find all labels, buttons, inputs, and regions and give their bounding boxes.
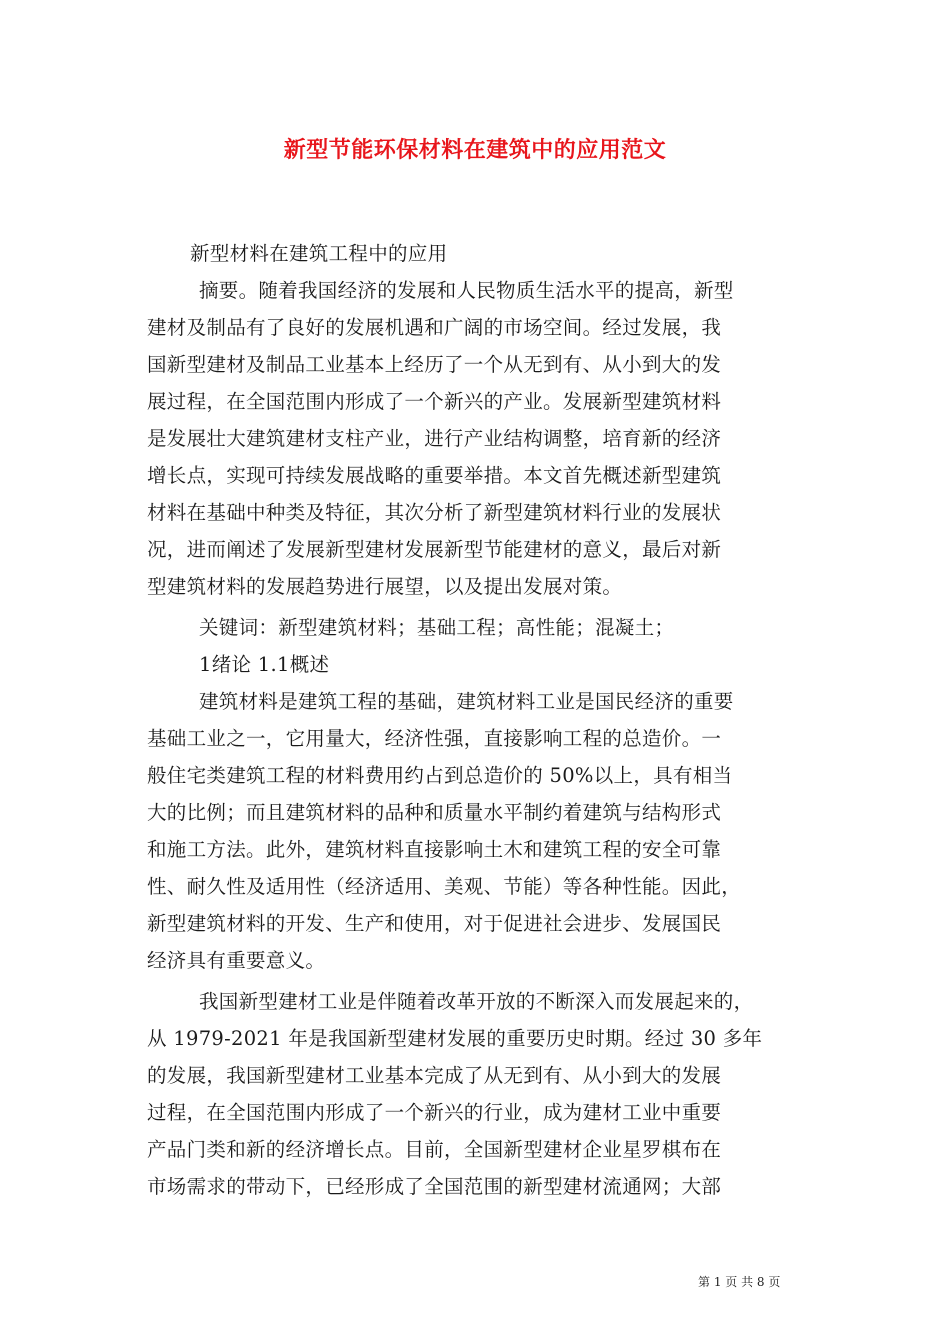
abstract-line: 材料在基础中种类及特征，其次分析了新型建筑材料行业的发展状 (147, 501, 722, 524)
subtitle-line: 新型材料在建筑工程中的应用 (190, 242, 448, 265)
abstract-line: 展过程，在全国范围内形成了一个新兴的产业。发展新型建筑材料 (147, 390, 722, 413)
abstract-line: 况，进而阐述了发展新型建材发展新型节能建材的意义，最后对新 (147, 538, 722, 561)
body-line: 产品门类和新的经济增长点。目前，全国新型建材企业星罗棋布在 (147, 1138, 722, 1161)
body-line: 性、耐久性及适用性（经济适用、美观、节能）等各种性能。因此， (147, 875, 742, 898)
body-line: 大的比例；而且建筑材料的品种和质量水平制约着建筑与结构形式 (147, 801, 722, 824)
abstract-line: 国新型建材及制品工业基本上经历了一个从无到有、从小到大的发 (147, 353, 722, 376)
body-line: 般住宅类建筑工程的材料费用约占到总造价的 50%以上，具有相当 (147, 764, 733, 787)
abstract-line: 是发展壮大建筑建材支柱产业，进行产业结构调整，培育新的经济 (147, 427, 722, 450)
abstract-line: 型建筑材料的发展趋势进行展望，以及提出发展对策。 (147, 575, 623, 598)
body-line: 和施工方法。此外，建筑材料直接影响土木和建筑工程的安全可靠 (147, 838, 722, 861)
body-line: 过程，在全国范围内形成了一个新兴的行业，成为建材工业中重要 (147, 1101, 722, 1124)
keywords-line: 关键词：新型建筑材料；基础工程；高性能；混凝土； (199, 616, 675, 639)
body-line: 建筑材料是建筑工程的基础，建筑材料工业是国民经济的重要 (199, 690, 734, 713)
body-line: 从 1979-2021 年是我国新型建材发展的重要历史时期。经过 30 多年 (147, 1027, 763, 1050)
body-line: 新型建筑材料的开发、生产和使用，对于促进社会进步、发展国民 (147, 912, 722, 935)
body-line: 市场需求的带动下，已经形成了全国范围的新型建材流通网；大部 (147, 1175, 722, 1198)
body-line: 我国新型建材工业是伴随着改革开放的不断深入而发展起来的， (199, 990, 754, 1013)
abstract-line: 摘要。随着我国经济的发展和人民物质生活水平的提高，新型 (199, 279, 734, 302)
abstract-line: 增长点，实现可持续发展战略的重要举措。本文首先概述新型建筑 (147, 464, 722, 487)
section-heading: 1绪论 1.1概述 (199, 653, 330, 676)
body-line: 的发展，我国新型建材工业基本完成了从无到有、从小到大的发展 (147, 1064, 722, 1087)
document-title: 新型节能环保材料在建筑中的应用范文 (283, 137, 667, 163)
body-line: 基础工业之一，它用量大，经济性强，直接影响工程的总造价。一 (147, 727, 722, 750)
abstract-line: 建材及制品有了良好的发展机遇和广阔的市场空间。经过发展，我 (147, 316, 722, 339)
body-line: 经济具有重要意义。 (147, 949, 326, 972)
page-number-footer: 第 1 页 共 8 页 (698, 1275, 781, 1289)
